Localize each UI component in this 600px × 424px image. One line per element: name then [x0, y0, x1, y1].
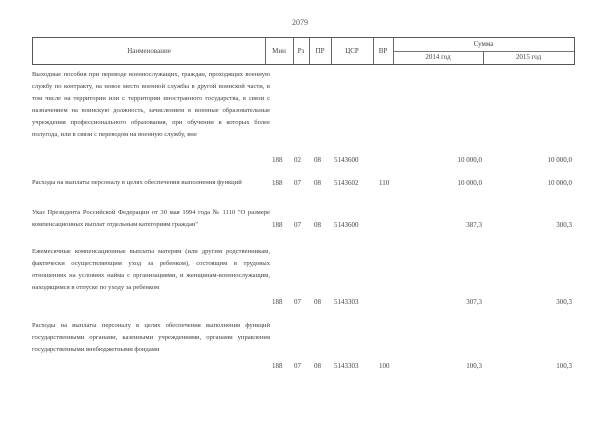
- row-value-2015: 300,3: [556, 298, 572, 306]
- row-value-2014: 10 000,0: [457, 156, 482, 164]
- row-description: Расходы на выплаты персоналу в целях обеспечения выполнения функций государственными органами, казенными учреждениями, органами управления государственными внебюджетными фондами: [32, 322, 270, 353]
- row-csr: 5143303: [334, 362, 359, 370]
- header-min: Мин: [272, 47, 286, 55]
- page-number: 2079: [292, 18, 308, 27]
- row-min: 188: [272, 298, 283, 306]
- row-vr: 100: [379, 362, 390, 370]
- row-description: Ежемесячные компенсационные выплаты матерям (или другим родственникам, фактически осуществляющим уход за ребенком), состоящим в трудовых отношениях на условиях найма с организациями, и женщинам-военнослужащим, находящимся в отпуске по уходу за ребенком: [32, 248, 270, 291]
- header-year2: 2015 год: [515, 53, 542, 61]
- row-vr: 110: [379, 179, 390, 187]
- row-description: Расходы на выплаты персоналу в целях обеспечения выполнения функций: [32, 179, 242, 186]
- header-year1: 2014 год: [425, 53, 451, 61]
- table-row: [32, 246, 575, 314]
- row-min: 188: [272, 179, 283, 187]
- row-value-2015: 10 000,0: [547, 156, 572, 164]
- header-pr: ПР: [315, 47, 325, 55]
- row-csr: 5143600: [334, 156, 359, 164]
- table-row: [32, 207, 575, 243]
- row-pr: 08: [314, 156, 321, 164]
- header-name: Наименование: [127, 47, 171, 55]
- header-csr: ЦСР: [345, 47, 359, 55]
- row-value-2015: 100,3: [556, 362, 572, 370]
- row-description: Выходные пособия при переводе военнослужащих, граждан, проходящих военную службу по контракту, на новое место военной службы в другой воинской части, в том числе на территории или с территории иностранного государства, в связи с назначением на воинскую должность, зачислением в военные образовательные учреждения профессионального образования, при обучении в которых более полугода, или в связи с переводом на военную службу, вне: [32, 71, 270, 138]
- row-min: 188: [272, 362, 283, 370]
- row-value-2014: 307,3: [466, 298, 482, 306]
- row-value-2014: 10 000,0: [457, 179, 482, 187]
- row-pr: 08: [314, 362, 321, 370]
- row-min: 188: [272, 156, 283, 164]
- row-rz: 07: [294, 179, 301, 187]
- table-row: [32, 177, 575, 203]
- table-header: [32, 37, 575, 65]
- row-pr: 08: [314, 221, 321, 229]
- header-rz: Рз: [297, 47, 305, 55]
- row-value-2014: 100,3: [466, 362, 482, 370]
- row-pr: 08: [314, 298, 321, 306]
- row-csr: 5143602: [334, 179, 359, 187]
- row-value-2015: 10 000,0: [547, 179, 572, 187]
- row-value-2015: 300,3: [556, 221, 572, 229]
- table-row: [32, 69, 575, 169]
- table-row: [32, 320, 575, 380]
- row-pr: 08: [314, 179, 321, 187]
- row-csr: 5143303: [334, 298, 359, 306]
- row-csr: 5143600: [334, 221, 359, 229]
- row-rz: 07: [294, 298, 301, 306]
- row-rz: 07: [294, 221, 301, 229]
- row-min: 188: [272, 221, 283, 229]
- row-value-2014: 387,3: [466, 221, 482, 229]
- header-summa: Сумма: [473, 40, 494, 48]
- header-vr: ВР: [378, 47, 388, 55]
- row-rz: 02: [294, 156, 301, 164]
- row-rz: 07: [294, 362, 301, 370]
- row-description: Указ Президента Российской Федерации от 30 мая 1994 года № 1110 "О размере компенсационных выплат отдельным категориям граждан": [32, 209, 270, 228]
